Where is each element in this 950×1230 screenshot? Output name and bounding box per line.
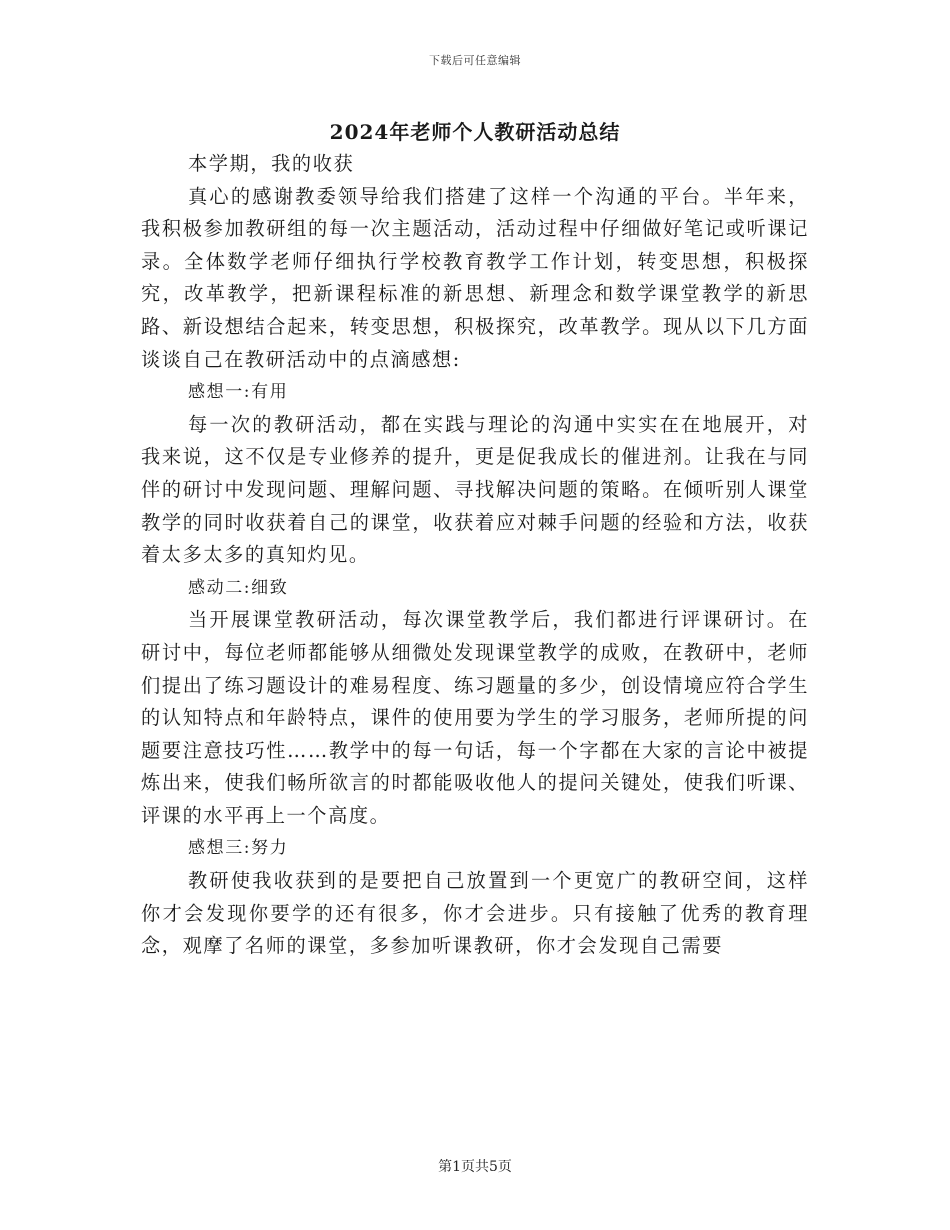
page-header-note: 下载后可任意编辑 bbox=[429, 54, 521, 67]
section-heading-useful: 感想一:有用 bbox=[188, 382, 289, 403]
document-title: 2024年老师个人教研活动总结 bbox=[329, 120, 621, 144]
paragraph-intro: 本学期，我的收获 bbox=[188, 152, 355, 175]
section-heading-effort: 感想三:努力 bbox=[188, 838, 289, 859]
paragraph-thanks: 真心的感谢教委领导给我们搭建了这样一个沟通的平台。半年来，我积极参加教研组的每一次主题活动，活动过程中仔细做好笔记或听课记录。全体数学老师仔细执行学校教育教学工作计划，转变思想，积极探究，改革教学，把新课程标准的新思想、新理念和数学课堂教学的新思路、新设想结合起来，转变思想，积极探究，改革教学。现从以下几方面谈谈自己在教研活动中的点滴感想: bbox=[141, 184, 809, 371]
paragraph-useful: 每一次的教研活动，都在实践与理论的沟通中实实在在地展开，对我来说，这不仅是专业修养的提升，更是促我成长的催进剂。让我在与同伴的研讨中发现问题、理解问题、寻找解决问题的策略。在倾听别人课堂教学的同时收获着自己的课堂，收获着应对棘手问题的经验和方法，收获着太多太多的真知灼见。 bbox=[141, 412, 809, 567]
document-body bbox=[141, 148, 809, 963]
paragraph-effort: 教研使我收获到的是要把自己放置到一个更宽广的教研空间，这样你才会发现你要学的还有很多，你才会进步。只有接触了优秀的教育理念，观摩了名师的课堂，多参加听课教研，你才会发现自己需要 bbox=[141, 869, 809, 958]
paragraph-detailed: 当开展课堂教研活动，每次课堂教学后，我们都进行评课研讨。在研讨中，每位老师都能够从细微处发现课堂教学的成败，在教研中，老师们提出了练习题设计的难易程度、练习题量的多少，创设情境应符合学生的认知特点和年龄特点，课件的使用要为学生的学习服务，老师所提的问题要注意技巧性……教学中的每一句话，每一个字都在大家的言论中被提炼出来，使我们畅所欲言的时都能吸收他人的提问关键处，使我们听课、评课的水平再上一个高度。 bbox=[141, 608, 809, 827]
page-number-footer: 第1页共5页 bbox=[438, 1159, 512, 1175]
section-heading-detailed: 感动二:细致 bbox=[188, 577, 289, 598]
